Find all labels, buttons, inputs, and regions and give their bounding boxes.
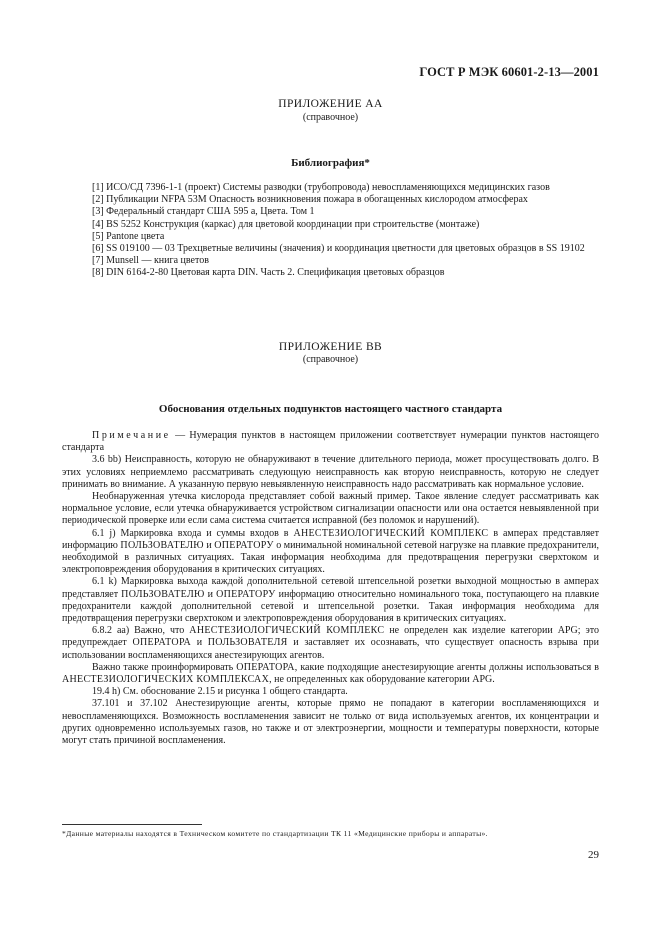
- footnote: *Данные материалы находятся в Техническом комитете по стандартизации ТК 11 «Медицинские приборы и аппараты».: [62, 829, 488, 838]
- paragraph-6-8-2: 6.8.2 аа) Важно, что АНЕСТЕЗИОЛОГИЧЕСКИЙ КОМПЛЕКС не определен как изделие категории APG; это предупреждает ОПЕРАТОРА и ПОЛЬЗОВАТЕЛЯ и заставляет их осознавать, что существует опасность взрыва при использовании воспламеняющихся анестезирующих агентов.: [62, 625, 599, 661]
- paragraph-37-101: 37.101 и 37.102 Анестезирующие агенты, которые прямо не попадают в категории воспламеняющихся и невоспламеняющихся. Возможность воспламенения зависит не только от вида используемых агентов, их концентрации и других одновременно используемых газов, но также и от электроэнергии, мощности и температуры поверхности, которые могут стать причиной воспламенения.: [62, 698, 599, 747]
- note-label: Примечание: [92, 430, 171, 441]
- bibliography-heading: Библиография*: [291, 157, 370, 169]
- paragraph-19-4: 19.4 h) См. обоснование 2.15 и рисунка 1 общего стандарта.: [92, 686, 348, 698]
- bibliography-item: [6] SS 019100 — 03 Трехцветные величины (значения) и координация цветности для цветовых образцов в SS 19102: [92, 243, 585, 255]
- appendix-bb-title: ПРИЛОЖЕНИЕ ВВ: [278, 341, 383, 353]
- page-number: 29: [588, 849, 599, 861]
- paragraph-6-1-j: 6.1 j) Маркировка входа и суммы входов в АНЕСТЕЗИОЛОГИЧЕСКИЙ КОМПЛЕКС в амперах представляет информацию ПОЛЬЗОВАТЕЛЮ и ОПЕРАТОРУ о минимальной номинальной сетевой нагрузке на плавкие предохранители, необходимой в различных ситуациях. Такая информация необходима для предотвращения перегрузки сверхтоком и электроповреждения оборудования в критических ситуациях.: [62, 527, 599, 576]
- bibliography-item: [1] ИСО/СД 7396-1-1 (проект) Системы разводки (трубопровода) невоспламеняющихся медицинских газов: [92, 182, 550, 193]
- rationale-body: [62, 430, 599, 747]
- standard-header: ГОСТ Р МЭК 60601-2-13—2001: [419, 65, 599, 79]
- footnote-divider: [62, 824, 202, 825]
- paragraph-oxygen-leak: Необнаруженная утечка кислорода представляет собой важный пример. Такое явление следует рассматривать как нормальное условие, если утечка обнаруживается устройством сигнализации опасности или она остается невыявленной при периодической проверке или если сама система считается исправной (без поломок и нарушений).: [62, 491, 599, 527]
- note-text: — Нумерация пунктов в настоящем приложении соответствует нумерации пунктов настоящего стандарта: [62, 430, 599, 454]
- bibliography-item: [2] Публикации NFPA 53M Опасность возникновения пожара в обогащенных кислородом атмосферах: [92, 194, 528, 206]
- bibliography-list: [62, 182, 599, 280]
- paragraph-inform-operator: Важно также проинформировать ОПЕРАТОРА, какие подходящие анестезирующие агенты должны использоваться в АНЕСТЕЗИОЛОГИЧЕСКИХ КОМПЛЕКСАХ, не определенных как оборудование категории APG.: [62, 661, 599, 686]
- note-paragraph: [62, 430, 599, 454]
- bibliography-item: [3] Федеральный стандарт США 595 а, Цвета. Том 1: [92, 206, 315, 218]
- paragraph-6-1-k: 6.1 k) Маркировка выхода каждой дополнительной сетевой штепсельной розетки выходной мощностью в амперах представляет ПОЛЬЗОВАТЕЛЮ и ОПЕРАТОРУ информацию относительно номинального тока, поступающего на плавкие предохранители каждой дополнительной сетевой и штепсельной розетки. Такая информация необходима для предотвращения перегрузки сверхтоком и электроповреждения оборудования в критических ситуациях.: [62, 576, 600, 625]
- bibliography-item: [5] Pantone цвета: [92, 230, 165, 242]
- bibliography-item: [7] Munsell — книга цветов: [92, 255, 209, 267]
- rationale-heading: Обоснования отдельных подпунктов настоящего частного стандарта: [158, 403, 503, 415]
- paragraph-3-6: 3.6 bb) Неисправность, которую не обнаруживают в течение длительного периода, может просуществовать долго. В этих условиях неприемлемо рассматривать следующую неисправность как вторую неисправность, которую не следует принимать во внимание. А указанную первую невыявленную неисправность надо рассматривать как нормальное условие.: [62, 454, 599, 490]
- appendix-aa-title: ПРИЛОЖЕНИЕ АА: [278, 98, 383, 110]
- appendix-aa-subtitle: (справочное): [302, 112, 359, 123]
- bibliography-item: [4] BS 5252 Конструкция (каркас) для цветовой координации при строительстве (монтаже): [92, 218, 480, 230]
- appendix-bb-subtitle: (справочное): [302, 354, 359, 365]
- bibliography-item: [8] DIN 6164-2-80 Цветовая карта DIN. Часть 2. Спецификация цветовых образцов: [92, 267, 445, 279]
